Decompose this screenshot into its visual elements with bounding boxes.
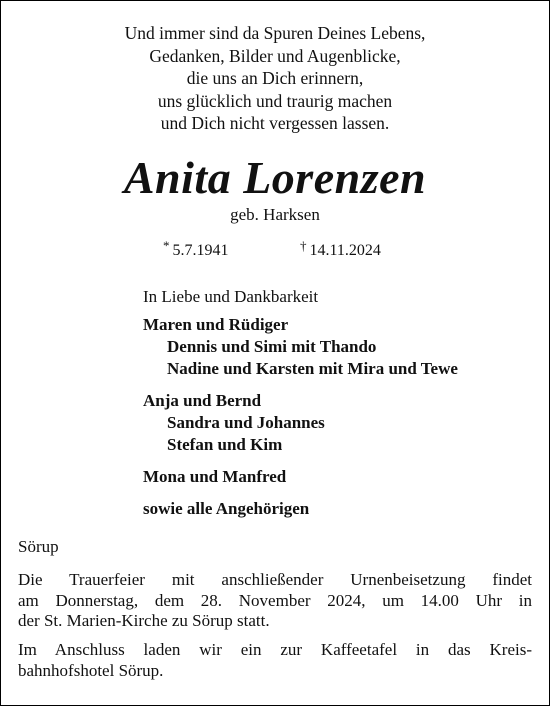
place-name: Sörup bbox=[18, 537, 59, 556]
poem-line: und Dich nicht vergessen lassen. bbox=[160, 113, 390, 133]
maiden-name: geb. Harksen bbox=[230, 205, 320, 224]
ceremony-notice bbox=[18, 570, 532, 632]
birth-date-block bbox=[163, 236, 229, 261]
birth-date: 5.7.1941 bbox=[172, 242, 229, 259]
family-member: Dennis und Simi mit Thando bbox=[167, 337, 377, 356]
reception-notice bbox=[18, 640, 532, 681]
poem-line: die uns an Dich erinnern, bbox=[186, 68, 364, 88]
memorial-poem bbox=[0, 22, 550, 135]
mourners-list bbox=[143, 314, 458, 520]
death-date-block bbox=[300, 236, 381, 261]
family-member: Sandra und Johannes bbox=[167, 413, 325, 432]
ceremony-line: der St. Marien-Kirche zu Sörup statt. bbox=[18, 611, 270, 630]
death-cross-icon: † bbox=[300, 238, 307, 253]
poem-line: Gedanken, Bilder und Augenblicke, bbox=[149, 45, 401, 66]
mourners-intro: In Liebe und Dankbarkeit bbox=[143, 287, 319, 306]
ceremony-line: Die Trauerfeier mit anschließender Urnenbeisetzung findet bbox=[18, 570, 532, 589]
family-head: Anja und Bernd bbox=[143, 391, 262, 410]
reception-line: Im Anschluss laden wir ein zur Kaffeetafel in das Kreis- bbox=[18, 640, 532, 659]
birth-star-icon: * bbox=[163, 238, 170, 253]
deceased-name: Anita Lorenzen bbox=[123, 152, 427, 203]
reception-line: bahnhofshotel Sörup. bbox=[18, 660, 164, 680]
family-member: Stefan und Kim bbox=[167, 435, 283, 454]
family-head: Maren und Rüdiger bbox=[143, 315, 289, 334]
ceremony-line: am Donnerstag, dem 28. November 2024, um 14.00 Uhr in bbox=[18, 590, 532, 610]
family-head: Mona und Manfred bbox=[143, 467, 287, 486]
mourners-closing: sowie alle Angehörigen bbox=[143, 499, 310, 518]
family-member: Nadine und Karsten mit Mira und Tewe bbox=[167, 359, 458, 378]
death-date: 14.11.2024 bbox=[309, 242, 381, 259]
poem-line: Und immer sind da Spuren Deines Lebens, bbox=[124, 23, 426, 43]
poem-line: uns glücklich und traurig machen bbox=[157, 90, 393, 111]
